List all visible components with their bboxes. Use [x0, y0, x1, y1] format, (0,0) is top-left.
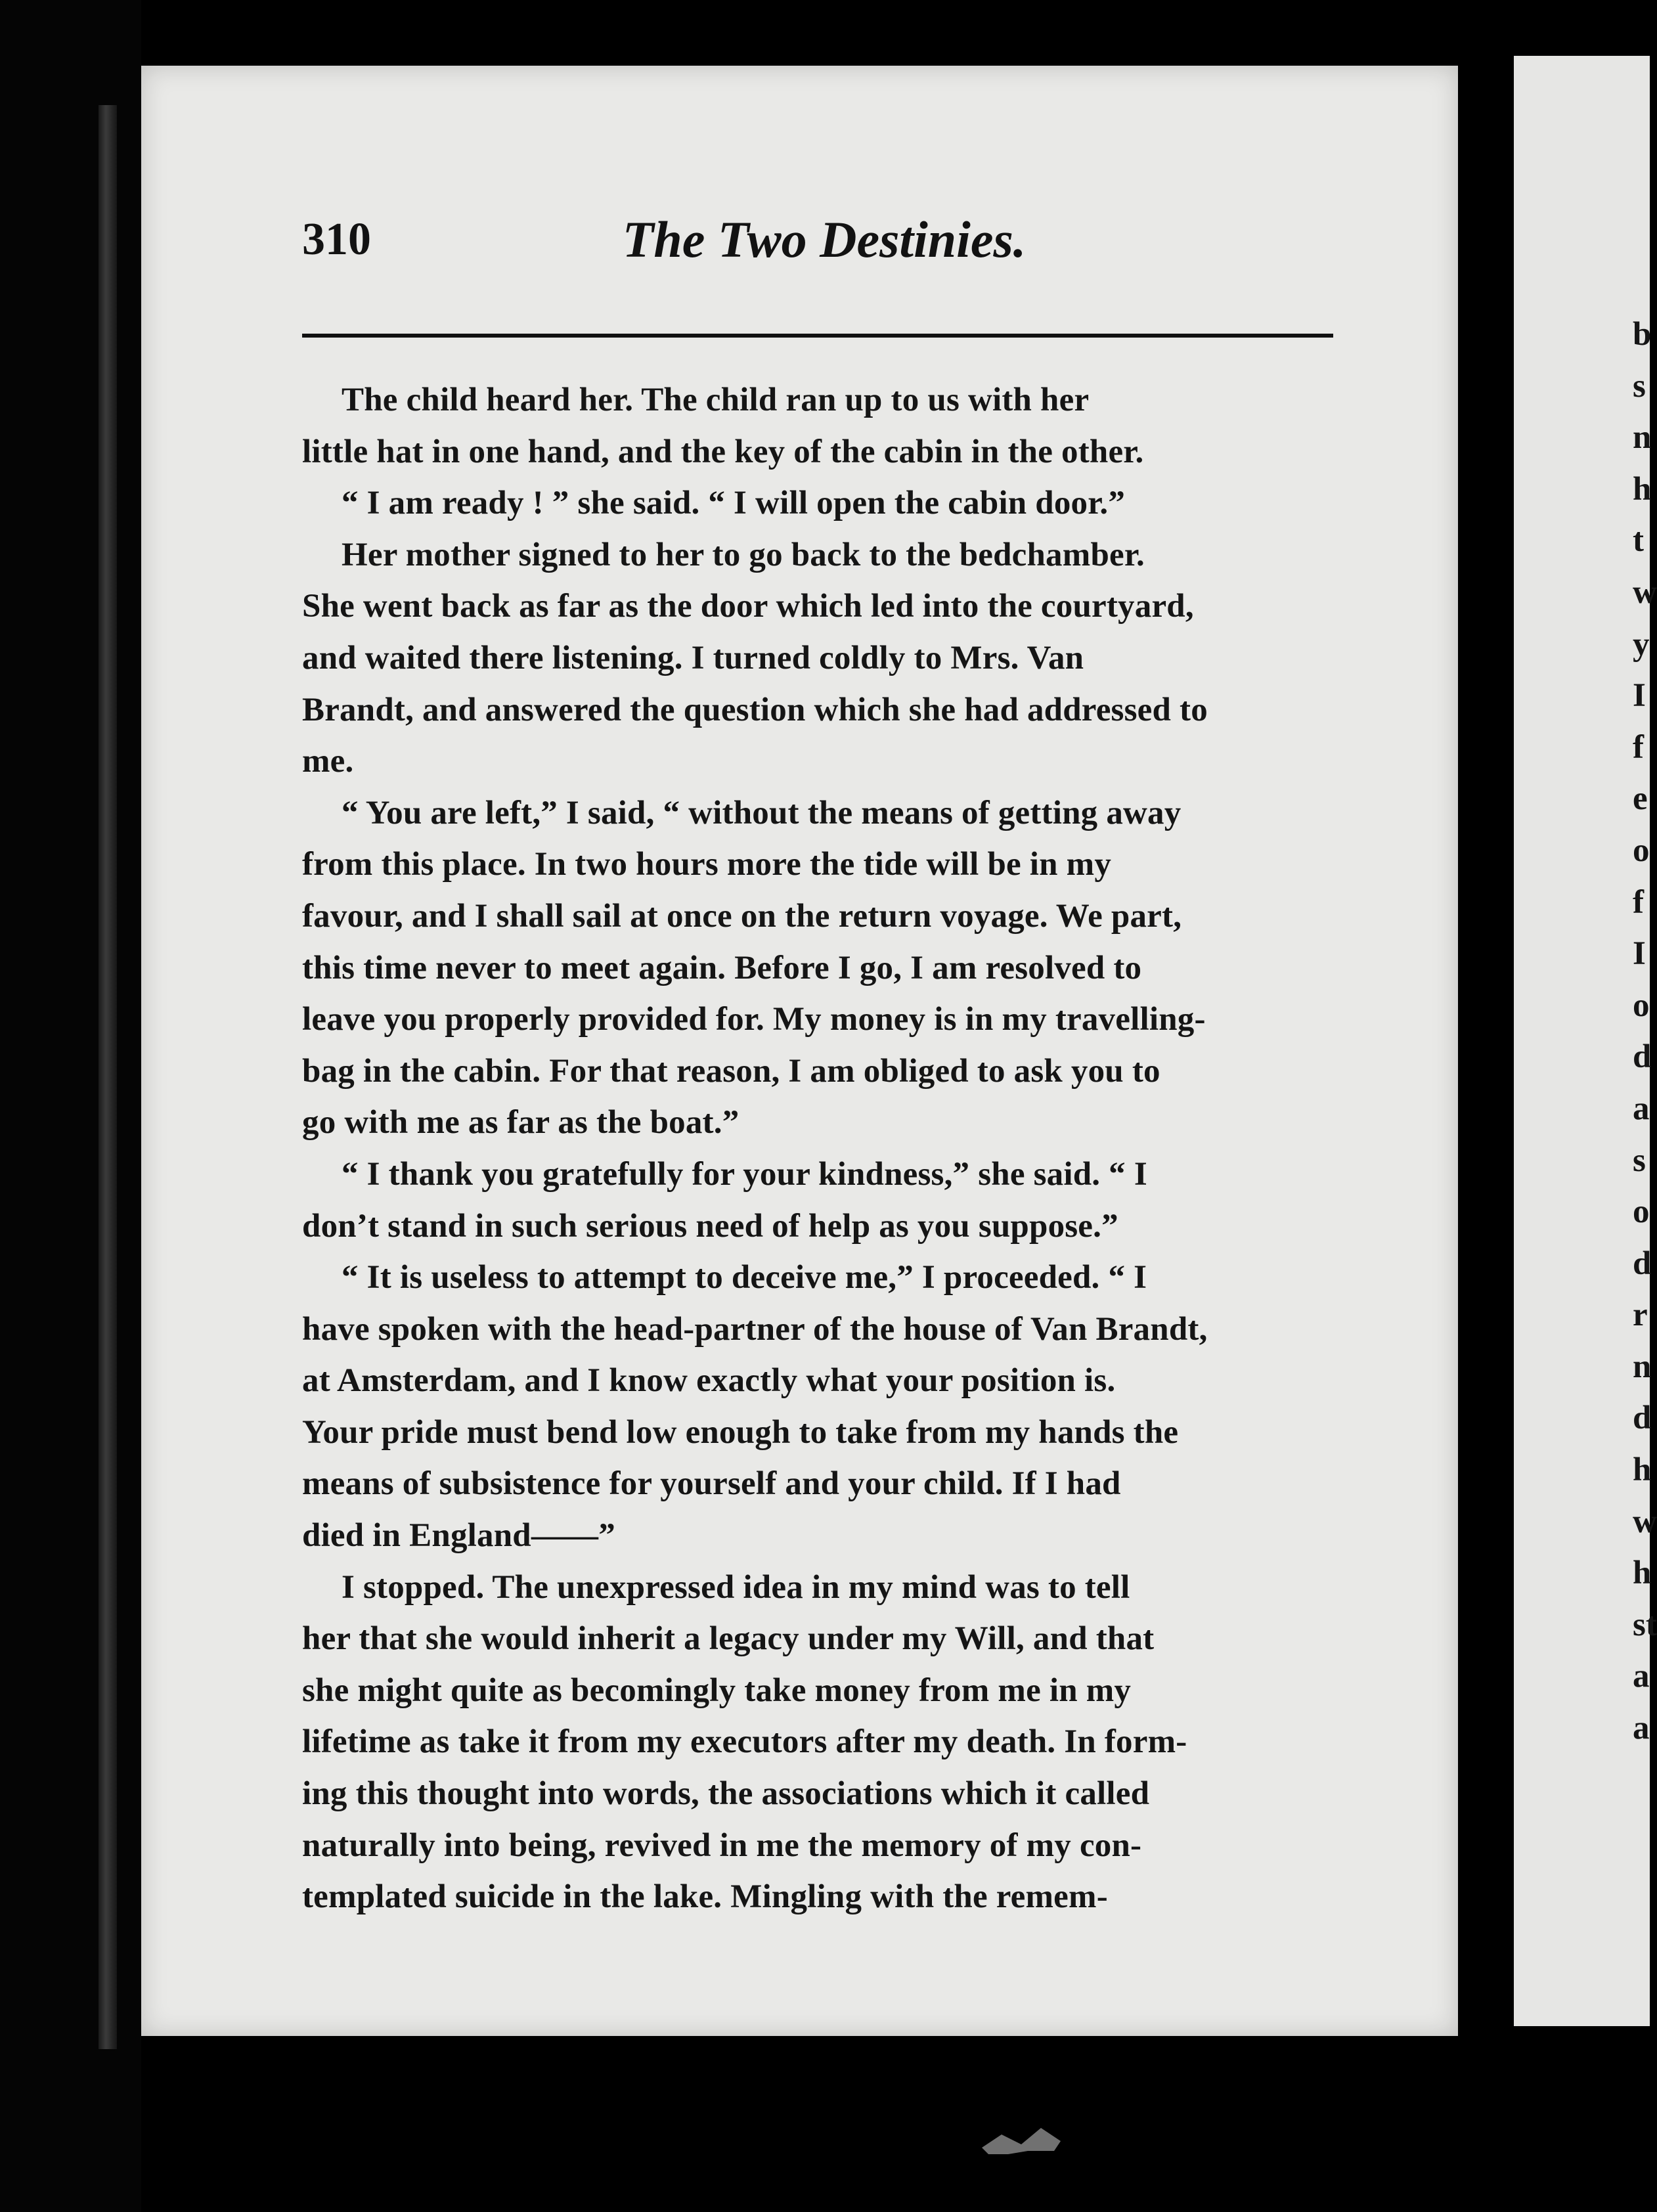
facing-page-fragment: d	[1633, 1038, 1652, 1076]
facing-page-fragment: b	[1633, 316, 1652, 353]
facing-page-fragment: s	[1633, 1141, 1646, 1179]
text-line: Brandt, and answered the question which she had addressed to	[302, 691, 1208, 728]
facing-page-fragment: e	[1633, 780, 1648, 818]
facing-page-fragment: n	[1633, 1348, 1652, 1385]
binding-edge	[99, 105, 117, 2049]
text-line: go with me as far as the boat.”	[302, 1104, 740, 1141]
text-line: lifetime as take it from my executors after my death. In form-	[302, 1723, 1187, 1761]
facing-page-fragment: a	[1633, 1658, 1650, 1695]
facing-page-fragment: a	[1633, 1090, 1650, 1127]
text-line: She went back as far as the door which led into the courtyard,	[302, 588, 1194, 625]
facing-page-fragment: f	[1633, 728, 1644, 766]
facing-page-fragment: t	[1633, 522, 1644, 560]
text-line: Her mother signed to her to go back to the bedchamber.	[342, 536, 1145, 573]
page-header	[302, 204, 1327, 276]
text-line: at Amsterdam, and I know exactly what your position is.	[302, 1362, 1116, 1400]
text-line: means of subsistence for yourself and your child. If I had	[302, 1465, 1121, 1503]
text-line: I stopped. The unexpressed idea in my mind was to tell	[342, 1568, 1130, 1606]
facing-page-fragment: d	[1633, 1245, 1652, 1282]
body-text	[302, 374, 1484, 1923]
text-line: ing this thought into words, the associations which it called	[302, 1775, 1150, 1813]
text-line: little hat in one hand, and the key of the cabin in the other.	[302, 433, 1144, 470]
text-line: this time never to meet again. Before I go, I am resolved to	[302, 949, 1142, 986]
facing-page-fragment: n	[1633, 419, 1652, 456]
text-line: died in England——”	[302, 1517, 615, 1555]
text-line: The child heard her. The child ran up to us with her	[342, 382, 1090, 418]
header-rule	[302, 334, 1333, 338]
facing-page-fragment: I	[1633, 677, 1646, 715]
facing-page-fragment: h	[1633, 1555, 1652, 1592]
text-line: don’t stand in such serious need of help as you suppose.”	[302, 1207, 1118, 1245]
facing-page-edge	[1514, 56, 1657, 2026]
facing-page-fragment: y	[1633, 625, 1650, 663]
text-line: naturally into being, revived in me the memory of my con-	[302, 1826, 1142, 1864]
text-line: “ It is useless to attempt to deceive me,” I proceeded. “ I	[342, 1259, 1147, 1296]
facing-page-fragment: h	[1633, 1451, 1652, 1489]
book-binding	[0, 0, 141, 2212]
facing-page-fragment: w	[1633, 573, 1657, 611]
text-line: have spoken with the head-partner of the house of Van Brandt,	[302, 1310, 1208, 1348]
facing-page-fragment: w	[1633, 1503, 1657, 1540]
page-number: 310	[302, 214, 371, 265]
running-title: The Two Destinies.	[622, 211, 1027, 268]
facing-page-fragment: r	[1633, 1296, 1648, 1334]
text-line: favour, and I shall sail at once on the return voyage. We part,	[302, 897, 1182, 935]
facing-page-fragment: st	[1633, 1606, 1657, 1643]
text-line: templated suicide in the lake. Mingling with the remem-	[302, 1878, 1108, 1916]
facing-page-fragment: o	[1633, 1193, 1650, 1231]
facing-page-fragment: d	[1633, 1400, 1652, 1437]
scan-edge-mark	[975, 2118, 1067, 2157]
text-line: Your pride must bend low enough to take from my hands the	[302, 1413, 1179, 1451]
text-line: from this place. In two hours more the tide will be in my	[302, 846, 1112, 883]
facing-page-text-fragments	[1633, 309, 1657, 1754]
text-line: and waited there listening. I turned coldly to Mrs. Van	[302, 639, 1084, 676]
text-line: me.	[302, 743, 354, 780]
text-line: bag in the cabin. For that reason, I am obliged to ask you to	[302, 1052, 1160, 1090]
facing-page-fragment: f	[1633, 883, 1644, 921]
facing-page-fragment: o	[1633, 831, 1650, 869]
facing-page-fragment: a	[1633, 1710, 1650, 1747]
facing-page-fragment: s	[1633, 367, 1646, 405]
text-line: “ You are left,” I said, “ without the means of getting away	[342, 794, 1182, 831]
text-line: “ I am ready ! ” she said. “ I will open the cabin door.”	[342, 485, 1126, 522]
text-line: “ I thank you gratefully for your kindness,” she said. “ I	[342, 1155, 1147, 1193]
facing-page-fragment: I	[1633, 935, 1646, 973]
facing-page-fragment: o	[1633, 986, 1650, 1024]
book-page	[141, 66, 1458, 2036]
text-line: her that she would inherit a legacy under my Will, and that	[302, 1620, 1155, 1658]
text-line: she might quite as becomingly take money from me in my	[302, 1671, 1132, 1709]
facing-page-fragment: h	[1633, 470, 1652, 508]
text-line: leave you properly provided for. My money is in my travelling-	[302, 1001, 1206, 1038]
